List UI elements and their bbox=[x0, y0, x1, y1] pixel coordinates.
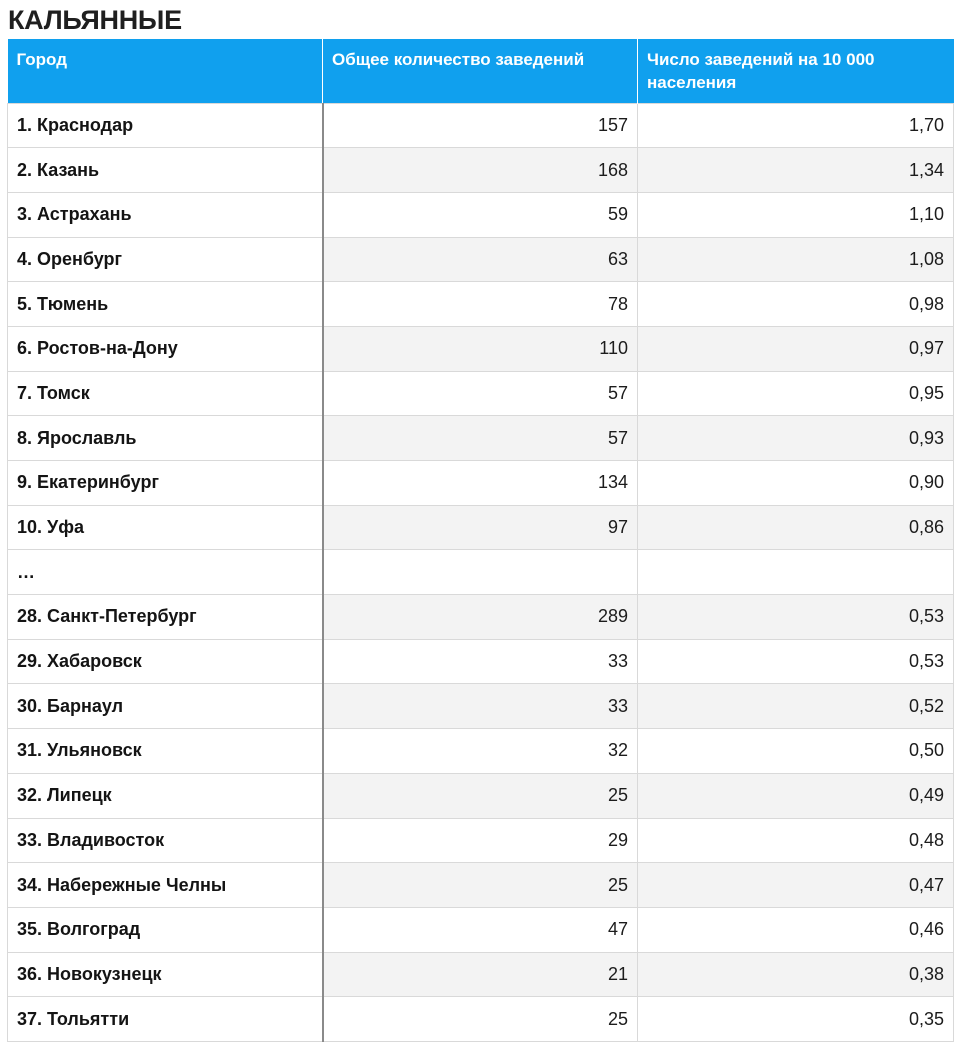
total-count-cell bbox=[323, 550, 638, 595]
per-10000-cell: 0,46 bbox=[638, 907, 954, 952]
per-10000-cell: 1,08 bbox=[638, 237, 954, 282]
total-count-cell: 47 bbox=[323, 907, 638, 952]
total-count-cell: 25 bbox=[323, 863, 638, 908]
table-row bbox=[8, 952, 954, 997]
hookah-bars-table bbox=[7, 39, 954, 1042]
city-cell: 30. Барнаул bbox=[8, 684, 323, 729]
per-10000-cell: 0,38 bbox=[638, 952, 954, 997]
city-cell: 37. Тольятти bbox=[8, 997, 323, 1042]
per-10000-cell: 0,93 bbox=[638, 416, 954, 461]
per-10000-cell: 0,47 bbox=[638, 863, 954, 908]
total-count-cell: 157 bbox=[323, 103, 638, 148]
table-row bbox=[8, 684, 954, 729]
city-cell: 31. Ульяновск bbox=[8, 729, 323, 774]
city-cell: 33. Владивосток bbox=[8, 818, 323, 863]
city-cell: … bbox=[8, 550, 323, 595]
table-row bbox=[8, 461, 954, 506]
per-10000-cell bbox=[638, 550, 954, 595]
city-cell: 3. Астрахань bbox=[8, 192, 323, 237]
total-count-cell: 21 bbox=[323, 952, 638, 997]
total-count-cell: 134 bbox=[323, 461, 638, 506]
per-10000-cell: 0,48 bbox=[638, 818, 954, 863]
city-cell: 6. Ростов-на-Дону bbox=[8, 326, 323, 371]
table-row bbox=[8, 237, 954, 282]
table-row bbox=[8, 639, 954, 684]
table-header-row bbox=[8, 39, 954, 103]
total-count-cell: 63 bbox=[323, 237, 638, 282]
per-10000-cell: 0,86 bbox=[638, 505, 954, 550]
total-count-cell: 97 bbox=[323, 505, 638, 550]
page-title: КАЛЬЯННЫЕ bbox=[8, 5, 182, 35]
total-count-cell: 57 bbox=[323, 371, 638, 416]
city-cell: 28. Санкт-Петербург bbox=[8, 595, 323, 640]
per-10000-cell: 0,97 bbox=[638, 326, 954, 371]
table-row bbox=[8, 729, 954, 774]
total-count-cell: 25 bbox=[323, 997, 638, 1042]
table-row bbox=[8, 505, 954, 550]
table-row bbox=[8, 907, 954, 952]
total-count-cell: 25 bbox=[323, 773, 638, 818]
per-10000-cell: 0,53 bbox=[638, 595, 954, 640]
per-10000-cell: 1,70 bbox=[638, 103, 954, 148]
city-cell: 32. Липецк bbox=[8, 773, 323, 818]
city-cell: 10. Уфа bbox=[8, 505, 323, 550]
city-cell: 7. Томск bbox=[8, 371, 323, 416]
per-10000-cell: 1,34 bbox=[638, 148, 954, 193]
total-count-cell: 33 bbox=[323, 684, 638, 729]
per-10000-cell: 0,49 bbox=[638, 773, 954, 818]
city-cell: 34. Набережные Челны bbox=[8, 863, 323, 908]
total-count-cell: 168 bbox=[323, 148, 638, 193]
column-header-city: Город bbox=[8, 39, 323, 103]
city-cell: 5. Тюмень bbox=[8, 282, 323, 327]
table-row bbox=[8, 997, 954, 1042]
total-count-cell: 32 bbox=[323, 729, 638, 774]
total-count-cell: 110 bbox=[323, 326, 638, 371]
per-10000-cell: 0,90 bbox=[638, 461, 954, 506]
per-10000-cell: 0,52 bbox=[638, 684, 954, 729]
total-count-cell: 57 bbox=[323, 416, 638, 461]
table-row bbox=[8, 818, 954, 863]
table-row bbox=[8, 326, 954, 371]
table-row bbox=[8, 550, 954, 595]
total-count-cell: 78 bbox=[323, 282, 638, 327]
city-cell: 36. Новокузнецк bbox=[8, 952, 323, 997]
table-row bbox=[8, 371, 954, 416]
table-row bbox=[8, 416, 954, 461]
city-cell: 1. Краснодар bbox=[8, 103, 323, 148]
city-cell: 4. Оренбург bbox=[8, 237, 323, 282]
per-10000-cell: 0,35 bbox=[638, 997, 954, 1042]
city-cell: 35. Волгоград bbox=[8, 907, 323, 952]
per-10000-cell: 0,53 bbox=[638, 639, 954, 684]
column-header-total-count: Общее количество заведений bbox=[323, 39, 638, 103]
column-header-per-10000: Число заведений на 10 000 населения bbox=[638, 39, 954, 103]
table-row bbox=[8, 192, 954, 237]
total-count-cell: 29 bbox=[323, 818, 638, 863]
table-row bbox=[8, 103, 954, 148]
table-row bbox=[8, 148, 954, 193]
table-row bbox=[8, 863, 954, 908]
per-10000-cell: 0,50 bbox=[638, 729, 954, 774]
per-10000-cell: 0,95 bbox=[638, 371, 954, 416]
total-count-cell: 33 bbox=[323, 639, 638, 684]
city-cell: 8. Ярославль bbox=[8, 416, 323, 461]
per-10000-cell: 0,98 bbox=[638, 282, 954, 327]
city-cell: 9. Екатеринбург bbox=[8, 461, 323, 506]
table-row bbox=[8, 282, 954, 327]
table-row bbox=[8, 773, 954, 818]
table-body bbox=[8, 103, 954, 1041]
table-row bbox=[8, 595, 954, 640]
total-count-cell: 289 bbox=[323, 595, 638, 640]
city-cell: 29. Хабаровск bbox=[8, 639, 323, 684]
city-cell: 2. Казань bbox=[8, 148, 323, 193]
total-count-cell: 59 bbox=[323, 192, 638, 237]
per-10000-cell: 1,10 bbox=[638, 192, 954, 237]
